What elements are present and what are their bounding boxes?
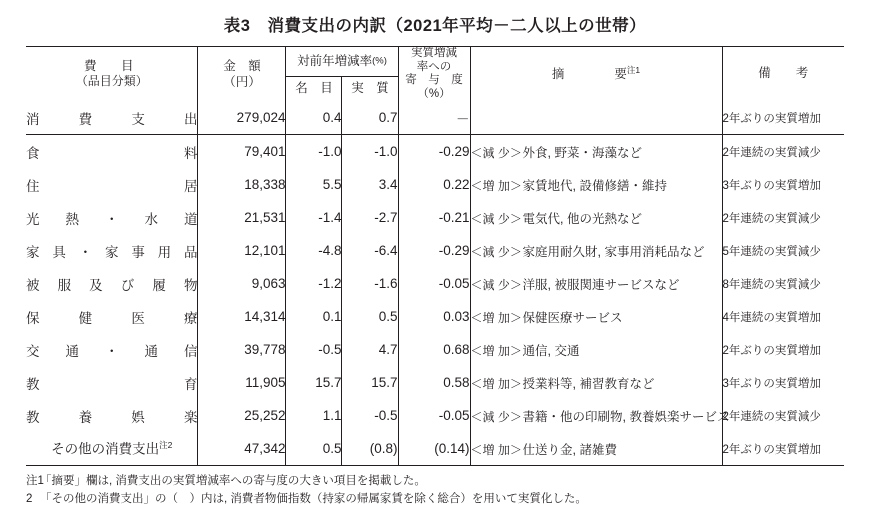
row-remark: 2年ぶりの実質増加 <box>722 432 844 466</box>
row-item-label: 教養娯楽 <box>26 399 198 432</box>
row-contribution: -0.05 <box>398 267 470 300</box>
row-nominal-rate: -4.8 <box>286 234 342 267</box>
row-item-label: 交通・通信 <box>26 333 198 366</box>
row-summary-text: 家賃地代, 設備修繕・維持 <box>522 178 667 193</box>
row-summary-text: 保健医療サービス <box>522 310 623 325</box>
table-body <box>26 101 844 466</box>
note-number: 2 <box>26 493 33 506</box>
header-contribution-line4: （%） <box>417 87 451 100</box>
row-remark: 3年ぶりの実質増加 <box>722 377 821 390</box>
row-direction-label: ＜増 加＞ <box>470 376 522 391</box>
row-item-label: 保健医療 <box>26 300 198 333</box>
row-nominal-rate: -1.2 <box>286 267 342 300</box>
row-summary <box>470 168 722 201</box>
row-nominal-rate: -1.4 <box>286 201 342 234</box>
row-nominal-rate: 1.1 <box>286 399 342 432</box>
header-summary-label: 摘 要 <box>551 67 627 82</box>
header-item <box>26 47 198 102</box>
table-row <box>26 432 844 466</box>
row-item-label: 光熱・水道 <box>26 201 198 234</box>
row-summary <box>470 234 722 267</box>
row-item-label: 教 育 <box>26 366 198 399</box>
header-rate-group <box>286 47 398 77</box>
row-real-rate: -0.5 <box>342 399 398 432</box>
table-row <box>26 267 844 300</box>
header-rate-unit: (%) <box>372 55 387 67</box>
row-nominal-rate: -1.0 <box>286 135 342 169</box>
row-amount: 279,024 <box>198 101 286 135</box>
row-item-label: その他の消費支出$^{注2}$ <box>26 432 198 466</box>
row-nominal-rate: 5.5 <box>286 168 342 201</box>
header-rate-real: 実 質 <box>342 77 398 102</box>
row-real-rate: -6.4 <box>342 234 398 267</box>
row-real-rate: (0.8) <box>342 432 398 466</box>
header-amount <box>198 47 286 102</box>
table-row <box>26 234 844 267</box>
row-amount: 79,401 <box>198 135 286 169</box>
header-rate-nominal: 名 目 <box>286 77 342 102</box>
row-remark: 2年ぶりの実質増加 <box>722 344 821 357</box>
note-text: 「摘要」欄は, 消費支出の実質増減率への寄与度の大きい項目を掲載した。 <box>40 475 426 488</box>
row-direction-label: ＜減 少＞ <box>470 211 522 226</box>
row-contribution: -0.21 <box>398 201 470 234</box>
row-direction-label: ＜減 少＞ <box>470 409 522 424</box>
row-amount: 47,342 <box>198 432 286 466</box>
row-item-label: 住 居 <box>26 168 198 201</box>
row-summary-text: 書籍・他の印刷物, 教養娯楽サービス <box>522 409 730 424</box>
row-summary <box>470 399 730 432</box>
row-contribution: 0.22 <box>398 168 470 201</box>
table-notes <box>26 473 844 509</box>
row-amount: 9,063 <box>198 267 286 300</box>
row-real-rate: -1.6 <box>342 267 398 300</box>
row-summary <box>470 267 722 300</box>
row-summary-text: 家庭用耐久財, 家事用消耗品など <box>522 244 705 259</box>
note-text: 「その他の消費支出」の（ ）内は, 消費者物価指数（持家の帰属家賃を除く総合）を用いて実質化した。 <box>40 493 587 506</box>
row-direction-label: ＜増 加＞ <box>470 442 522 457</box>
header-contribution-line1: 実質増減 <box>411 47 457 59</box>
row-contribution: 0.58 <box>398 366 470 399</box>
row-summary <box>470 432 722 466</box>
row-summary-text: 外食, 野菜・海藻など <box>522 145 642 160</box>
row-direction-label: ＜増 加＞ <box>470 178 522 193</box>
table-row <box>26 201 844 234</box>
row-summary <box>470 201 722 234</box>
header-summary-note-marker: 注1 <box>626 65 641 76</box>
row-item-label: 被服及び履物 <box>26 267 198 300</box>
note-line <box>26 491 844 509</box>
row-summary <box>470 101 722 135</box>
note-line <box>26 473 844 491</box>
row-real-rate: 0.7 <box>342 101 398 135</box>
header-contribution-line3: 寄 与 度 <box>405 74 463 87</box>
header-amount-line2: （円） <box>223 75 261 90</box>
table-title: 表3 消費支出の内訳（2021年平均－二人以上の世帯） <box>223 17 647 35</box>
row-remark: 8年連続の実質減少 <box>722 278 821 291</box>
row-remark: 2年連続の実質減少 <box>722 410 821 423</box>
row-real-rate: 4.7 <box>342 333 398 366</box>
row-real-rate: -1.0 <box>342 135 398 169</box>
row-remark: 2年ぶりの実質増加 <box>722 101 844 135</box>
table-row <box>26 135 844 169</box>
row-contribution: -0.29 <box>398 135 470 169</box>
row-real-rate: 15.7 <box>342 366 398 399</box>
row-item-label: 食 料 <box>26 135 198 169</box>
table-row <box>26 168 844 201</box>
header-rate-label: 対前年増減率 <box>297 53 373 68</box>
row-amount: 14,314 <box>198 300 286 333</box>
row-item-label: 家具・家事用品 <box>26 234 198 267</box>
row-remark: 3年ぶりの実質増加 <box>722 179 821 192</box>
row-nominal-rate: -0.5 <box>286 333 342 366</box>
row-direction-label: ＜増 加＞ <box>470 310 522 325</box>
expenditure-breakdown-table <box>26 46 844 466</box>
table-row <box>26 399 844 432</box>
row-summary <box>470 366 722 399</box>
header-item-line1: 費 目 <box>83 58 140 73</box>
row-amount: 21,531 <box>198 201 286 234</box>
table-row <box>26 101 844 135</box>
row-real-rate: -2.7 <box>342 201 398 234</box>
row-summary <box>470 333 722 366</box>
row-contribution: 0.03 <box>398 300 470 333</box>
row-direction-label: ＜増 加＞ <box>470 343 522 358</box>
row-summary-text: 電気代, 他の光熱など <box>522 211 642 226</box>
row-contribution: -0.29 <box>398 234 470 267</box>
row-real-rate: 0.5 <box>342 300 398 333</box>
row-amount: 39,778 <box>198 333 286 366</box>
row-direction-label: ＜減 少＞ <box>470 244 522 259</box>
row-amount: 12,101 <box>198 234 286 267</box>
row-contribution: 0.68 <box>398 333 470 366</box>
table-row <box>26 300 844 333</box>
row-direction-label: ＜減 少＞ <box>470 277 522 292</box>
row-item-label: 消費支出 <box>26 101 198 135</box>
row-remark: 5年連続の実質減少 <box>722 245 821 258</box>
header-item-line2: （品目分類） <box>75 74 148 89</box>
row-amount: 25,252 <box>198 399 286 432</box>
row-summary <box>470 300 722 333</box>
header-contribution <box>398 47 470 102</box>
row-summary <box>470 135 722 169</box>
header-remarks: 備 考 <box>722 47 844 102</box>
row-summary-text: 洋服, 被服関連サービスなど <box>522 277 680 292</box>
row-real-rate: 3.4 <box>342 168 398 201</box>
row-contribution: -0.05 <box>398 399 470 432</box>
row-amount: 18,338 <box>198 168 286 201</box>
note-number: 注1 <box>26 475 44 488</box>
header-summary <box>470 47 722 102</box>
header-amount-line1: 金 額 <box>223 58 261 73</box>
row-contribution: (0.14) <box>398 432 470 466</box>
header-contribution-line2: 率への <box>416 60 452 73</box>
row-contribution: － <box>398 101 470 135</box>
row-summary-text: 仕送り金, 諸雑費 <box>522 442 617 457</box>
row-nominal-rate: 0.4 <box>286 101 342 135</box>
row-remark: 2年連続の実質減少 <box>722 146 821 159</box>
row-nominal-rate: 0.5 <box>286 432 342 466</box>
row-direction-label: ＜減 少＞ <box>470 145 522 160</box>
row-remark: 2年連続の実質減少 <box>722 212 821 225</box>
row-remark: 4年連続の実質増加 <box>722 311 821 324</box>
table-header <box>26 47 844 102</box>
row-amount: 11,905 <box>198 366 286 399</box>
row-nominal-rate: 0.1 <box>286 300 342 333</box>
row-summary-text: 通信, 交通 <box>522 343 580 358</box>
table-row <box>26 366 844 399</box>
row-nominal-rate: 15.7 <box>286 366 342 399</box>
table-row <box>26 333 844 366</box>
row-summary-text: 授業料等, 補習教育など <box>522 376 655 391</box>
